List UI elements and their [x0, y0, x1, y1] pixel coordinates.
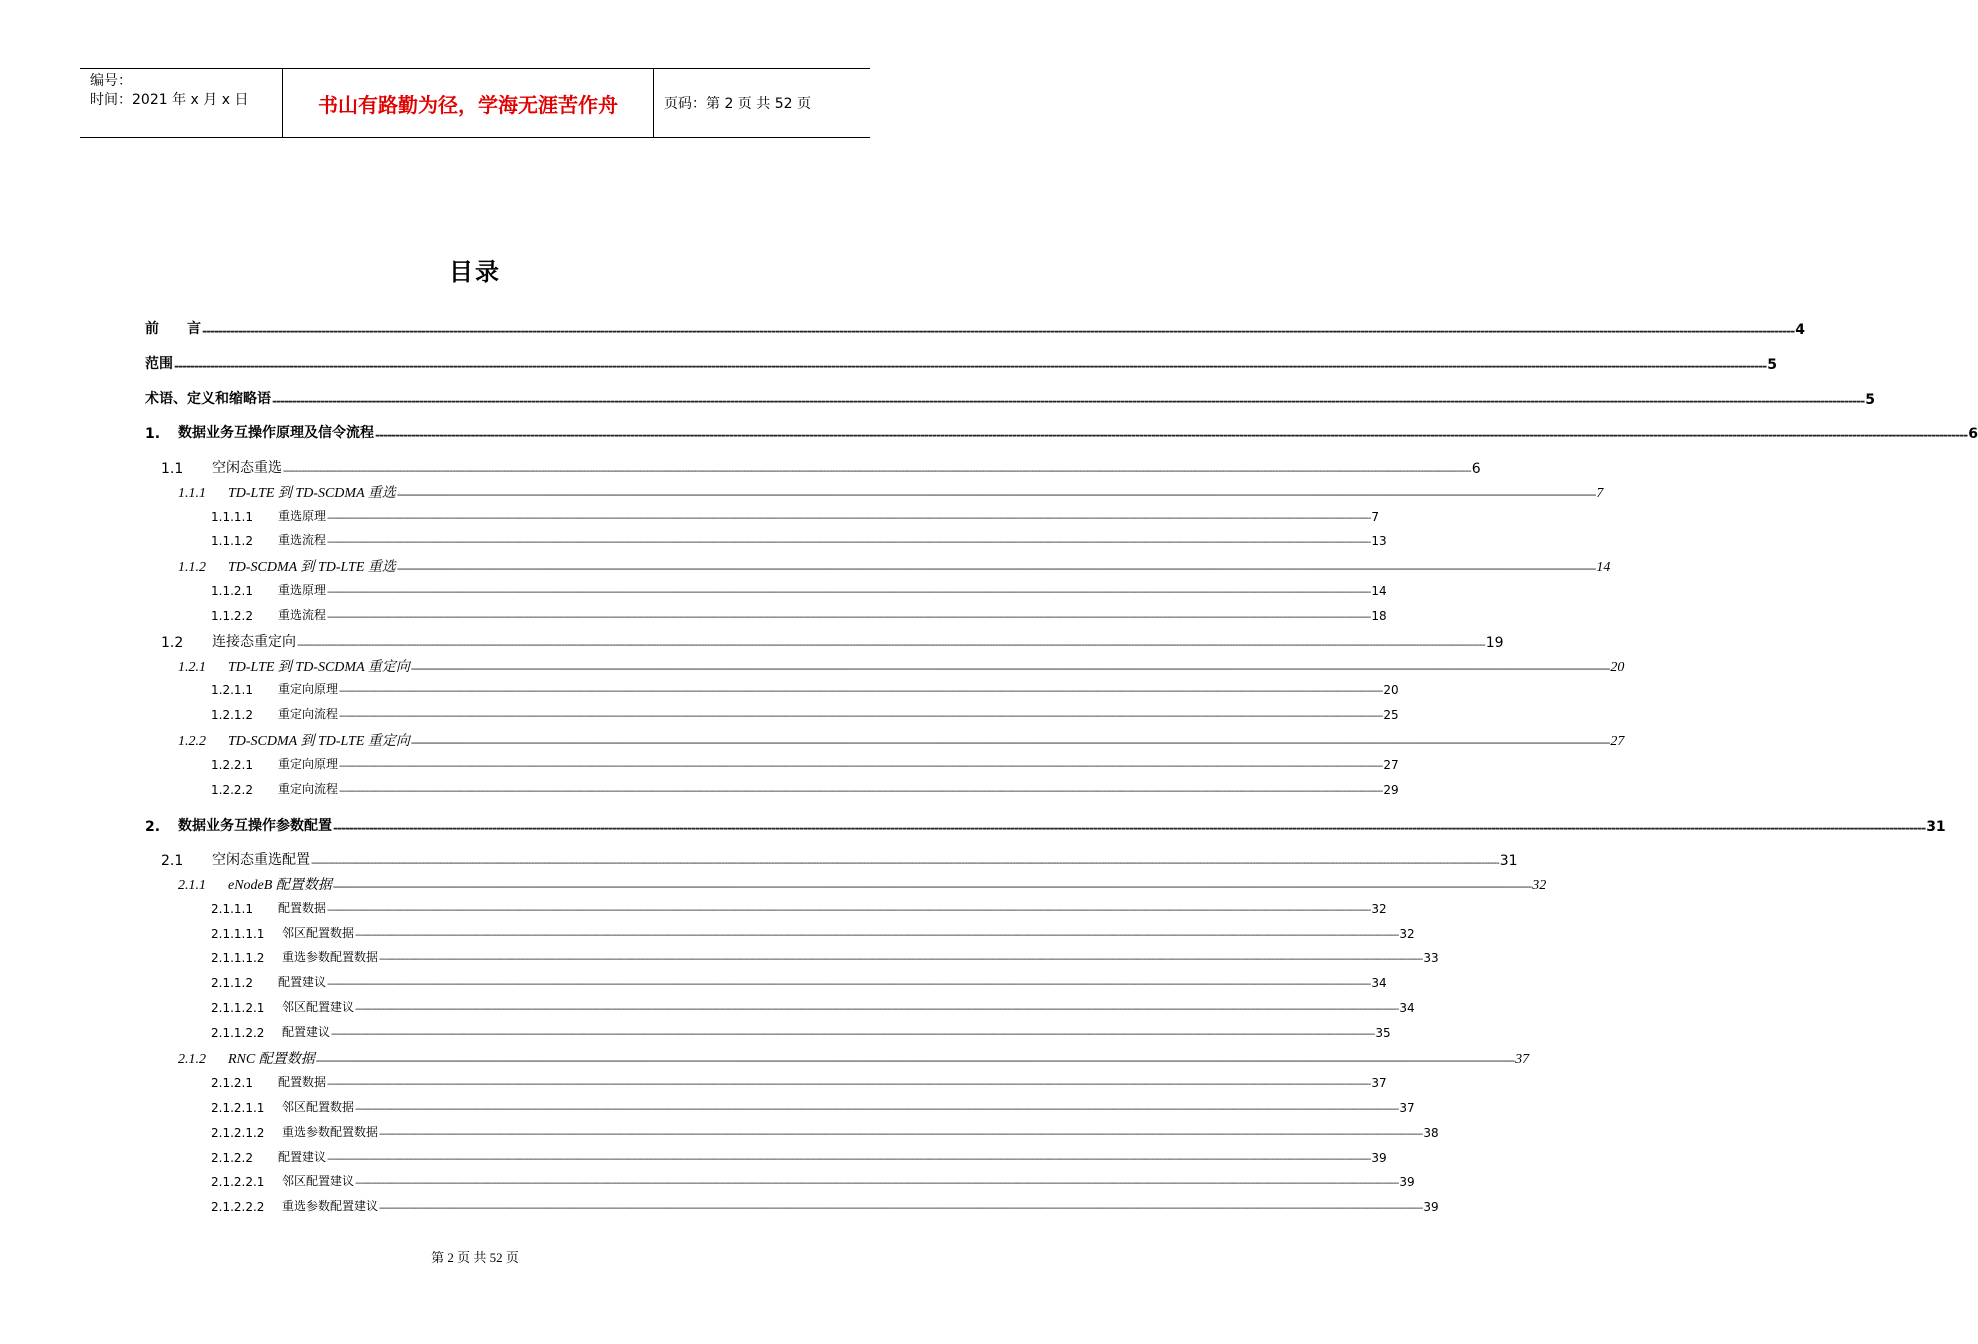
toc-entry-page: 32	[1399, 927, 1415, 941]
toc-entry-page: 13	[1371, 534, 1387, 548]
toc-entry-number: 2.1.2.2.1	[211, 1175, 265, 1189]
toc-entry-page: 6	[1471, 461, 1481, 477]
toc-entry-page: 31	[1926, 819, 1946, 835]
toc-entry-number: 2.1.1.2.1	[211, 1001, 265, 1015]
toc-entry-number: 2.1.2.2	[211, 1151, 253, 1165]
toc-entry-number: 1.	[145, 426, 161, 442]
toc-entry-label: 邻区配置数据	[282, 926, 355, 940]
toc-entry-number: 2.	[145, 819, 161, 835]
toc-entry-page: 32	[1532, 878, 1547, 893]
toc-entry-label: 数据业务互操作原理及信令流程	[178, 425, 374, 441]
toc-entry-label: 重选流程	[278, 608, 327, 622]
toc-entry-label: 配置数据	[278, 1075, 327, 1089]
toc-entry-label: 配置建议	[282, 1025, 331, 1039]
toc-entry[interactable]	[145, 318, 1805, 338]
document-time: 时间：2021 年 x 月 x 日	[90, 92, 249, 108]
toc-entry-page: 25	[1383, 708, 1399, 722]
toc-entry-number: 1.1.2	[178, 560, 206, 575]
toc-entry-label: 重选参数配置数据	[282, 950, 379, 964]
toc-entry-page: 7	[1596, 486, 1604, 501]
toc-entry-number: 2.1.2.2.2	[211, 1200, 265, 1214]
toc-entry-page: 32	[1371, 902, 1387, 916]
toc-entry[interactable]	[145, 1148, 1387, 1165]
toc-entry-number: 2.1.1.1	[211, 902, 253, 916]
page-footer: 第 2 页 共 52 页	[431, 1250, 519, 1265]
toc-entry-number: 范围	[145, 356, 173, 372]
toc-entry-number: 1.2	[161, 635, 184, 651]
toc-leader-dots: ----------------------------------------------------------------------------------------------------------------------------------------------------------------------------------------------------------------------------------------------------------------------------------------------------------------------------------------------------------------------------------------------------------------	[333, 821, 1926, 835]
toc-entry-number: 2.1.2.1.1	[211, 1101, 265, 1115]
toc-entry[interactable]	[145, 755, 1399, 772]
toc-entry-label: 邻区配置建议	[282, 1000, 355, 1014]
toc-leader-dots: ----------------------------------------------------------------------------------------------------------------------------------------------------------------------------------------------------------------------------------------------------------------------------------------------------------------------------------------------------------------------------------------------------------------	[375, 428, 1968, 442]
toc-leader-dots: ----------------------------------------------------------------------------------------------------------------------------------------------------------------------------------------------------------------------------------------------------------------------------------------------------------------------------------------------------------------------------------------------------------------	[327, 1154, 1371, 1165]
toc-entry-label: 数据业务互操作参数配置	[178, 818, 332, 834]
toc-entry-label: 重定向原理	[278, 757, 339, 771]
toc-entry[interactable]	[145, 457, 1481, 477]
toc-entry-label: 配置数据	[278, 901, 327, 915]
toc-entry[interactable]	[145, 1073, 1387, 1090]
toc-entry-page: 39	[1399, 1175, 1415, 1189]
toc-entry-page: 27	[1610, 734, 1625, 749]
header-page-info: 页码：第 2 页 共 52 页	[664, 96, 811, 112]
toc-leader-dots: ----------------------------------------------------------------------------------------------------------------------------------------------------------------------------------------------------------------------------------------------------------------------------------------------------------------------------------------------------------------------------------------------------------------	[410, 661, 1610, 675]
toc-entry[interactable]	[145, 924, 1415, 941]
toc-entry-label: 空闲态重选	[212, 460, 282, 476]
toc-entry-number: 1.1.2.2	[211, 609, 253, 623]
toc-entry-label: 连接态重定向	[212, 634, 296, 650]
toc-entry-page: 34	[1399, 1001, 1415, 1015]
toc-entry-page: 35	[1375, 1026, 1391, 1040]
toc-leader-dots: ----------------------------------------------------------------------------------------------------------------------------------------------------------------------------------------------------------------------------------------------------------------------------------------------------------------------------------------------------------------------------------------------------------------	[297, 638, 1485, 651]
toc-entry[interactable]	[145, 1023, 1391, 1040]
toc-entry[interactable]	[145, 948, 1439, 965]
toc-leader-dots: ----------------------------------------------------------------------------------------------------------------------------------------------------------------------------------------------------------------------------------------------------------------------------------------------------------------------------------------------------------------------------------------------------------------	[327, 537, 1371, 548]
toc-entry-page: 31	[1499, 853, 1518, 869]
toc-leader-dots: ----------------------------------------------------------------------------------------------------------------------------------------------------------------------------------------------------------------------------------------------------------------------------------------------------------------------------------------------------------------------------------------------------------------	[355, 1004, 1399, 1015]
toc-entry[interactable]	[145, 656, 1625, 676]
toc-entry-number: 1.2.1.1	[211, 683, 253, 697]
toc-entry-number: 1.2.1	[178, 660, 206, 675]
toc-entry[interactable]	[145, 849, 1518, 869]
toc-entry[interactable]	[145, 730, 1625, 750]
toc-entry-label: 空闲态重选配置	[212, 852, 310, 868]
toc-entry-label: 配置建议	[278, 975, 327, 989]
toc-leader-dots: ----------------------------------------------------------------------------------------------------------------------------------------------------------------------------------------------------------------------------------------------------------------------------------------------------------------------------------------------------------------------------------------------------------------	[410, 735, 1610, 749]
toc-entry[interactable]	[145, 1098, 1415, 1115]
toc-entry-number: 2.1.2.1	[211, 1076, 253, 1090]
toc-entry-number: 2.1.1.1.1	[211, 927, 265, 941]
toc-entry-label: RNC 配置数据	[228, 1052, 315, 1067]
toc-leader-dots: ----------------------------------------------------------------------------------------------------------------------------------------------------------------------------------------------------------------------------------------------------------------------------------------------------------------------------------------------------------------------------------------------------------------	[355, 1104, 1399, 1115]
toc-leader-dots: ----------------------------------------------------------------------------------------------------------------------------------------------------------------------------------------------------------------------------------------------------------------------------------------------------------------------------------------------------------------------------------------------------------------	[379, 954, 1423, 965]
toc-entry-page: 7	[1371, 510, 1380, 524]
toc-entry[interactable]	[145, 507, 1380, 524]
toc-leader-dots: ----------------------------------------------------------------------------------------------------------------------------------------------------------------------------------------------------------------------------------------------------------------------------------------------------------------------------------------------------------------------------------------------------------------	[327, 587, 1371, 598]
toc-entry[interactable]	[145, 998, 1415, 1015]
toc-entry-page: 20	[1610, 660, 1625, 675]
toc-entry-label: TD-LTE 到 TD-SCDMA 重定向	[228, 660, 410, 675]
toc-entry[interactable]	[145, 631, 1504, 651]
toc-entry-page: 39	[1371, 1151, 1387, 1165]
toc-entry-label: TD-SCDMA 到 TD-LTE 重定向	[228, 734, 410, 749]
toc-entry-number: 1.2.2	[178, 734, 206, 749]
toc-entry[interactable]	[145, 556, 1611, 576]
page-header	[80, 68, 870, 138]
toc-entry-label: 重选参数配置建议	[282, 1199, 379, 1213]
toc-leader-dots: ----------------------------------------------------------------------------------------------------------------------------------------------------------------------------------------------------------------------------------------------------------------------------------------------------------------------------------------------------------------------------------------------------------------	[174, 359, 1767, 373]
toc-entry-label: 邻区配置建议	[282, 1174, 355, 1188]
toc-entry[interactable]	[145, 482, 1604, 502]
toc-entry-number: 1.2.1.2	[211, 708, 253, 722]
toc-entry-label: 重定向原理	[278, 682, 339, 696]
toc-leader-dots: ----------------------------------------------------------------------------------------------------------------------------------------------------------------------------------------------------------------------------------------------------------------------------------------------------------------------------------------------------------------------------------------------------------------	[327, 612, 1371, 623]
toc-entry-number: 2.1.2.1.2	[211, 1126, 265, 1140]
toc-entry[interactable]	[145, 353, 1777, 373]
toc-entry[interactable]	[145, 780, 1399, 797]
toc-entry[interactable]	[145, 531, 1387, 548]
toc-entry-label: 重定向流程	[278, 707, 339, 721]
toc-entry-page: 38	[1423, 1126, 1439, 1140]
toc-entry-label: 重选原理	[278, 583, 327, 597]
toc-entry-number: 2.1	[161, 853, 184, 869]
toc-entry-number: 1.1.1.2	[211, 534, 253, 548]
toc-leader-dots: ----------------------------------------------------------------------------------------------------------------------------------------------------------------------------------------------------------------------------------------------------------------------------------------------------------------------------------------------------------------------------------------------------------------	[396, 561, 1596, 575]
toc-entry[interactable]	[145, 815, 1946, 835]
toc-entry-label: 重选原理	[278, 509, 327, 523]
toc-leader-dots: ----------------------------------------------------------------------------------------------------------------------------------------------------------------------------------------------------------------------------------------------------------------------------------------------------------------------------------------------------------------------------------------------------------------	[355, 1178, 1399, 1189]
toc-entry-page: 14	[1371, 584, 1387, 598]
toc-entry[interactable]	[145, 899, 1387, 916]
toc-leader-dots: ----------------------------------------------------------------------------------------------------------------------------------------------------------------------------------------------------------------------------------------------------------------------------------------------------------------------------------------------------------------------------------------------------------------	[339, 711, 1383, 722]
toc-leader-dots: ----------------------------------------------------------------------------------------------------------------------------------------------------------------------------------------------------------------------------------------------------------------------------------------------------------------------------------------------------------------------------------------------------------------	[202, 324, 1795, 338]
toc-entry-number: 2.1.1.2.2	[211, 1026, 265, 1040]
toc-entry[interactable]	[145, 1048, 1530, 1068]
toc-leader-dots: ----------------------------------------------------------------------------------------------------------------------------------------------------------------------------------------------------------------------------------------------------------------------------------------------------------------------------------------------------------------------------------------------------------------	[327, 1079, 1371, 1090]
toc-entry-page: 14	[1596, 560, 1611, 575]
toc-entry[interactable]	[145, 874, 1547, 894]
toc-entry-page: 18	[1371, 609, 1387, 623]
toc-entry[interactable]	[145, 973, 1387, 990]
toc-entry-number: 1.1.2.1	[211, 584, 253, 598]
toc-entry-number: 术语、定义和缩略语	[145, 391, 271, 407]
toc-leader-dots: ----------------------------------------------------------------------------------------------------------------------------------------------------------------------------------------------------------------------------------------------------------------------------------------------------------------------------------------------------------------------------------------------------------------	[396, 487, 1596, 501]
toc-entry-number: 2.1.2	[178, 1052, 206, 1067]
toc-leader-dots: ----------------------------------------------------------------------------------------------------------------------------------------------------------------------------------------------------------------------------------------------------------------------------------------------------------------------------------------------------------------------------------------------------------------	[327, 905, 1371, 916]
toc-entry-page: 20	[1383, 683, 1399, 697]
toc-entry-page: 37	[1515, 1052, 1530, 1067]
toc-entry-label: 邻区配置数据	[282, 1100, 355, 1114]
toc-entry-number: 2.1.1	[178, 878, 206, 893]
toc-leader-dots: ----------------------------------------------------------------------------------------------------------------------------------------------------------------------------------------------------------------------------------------------------------------------------------------------------------------------------------------------------------------------------------------------------------------	[339, 761, 1383, 772]
toc-entry-number: 2.1.1.1.2	[211, 951, 265, 965]
toc-entry-page: 39	[1423, 1200, 1439, 1214]
toc-entry-number: 1.2.2.1	[211, 758, 253, 772]
toc-leader-dots: ----------------------------------------------------------------------------------------------------------------------------------------------------------------------------------------------------------------------------------------------------------------------------------------------------------------------------------------------------------------------------------------------------------------	[311, 856, 1499, 869]
toc-entry[interactable]	[145, 705, 1399, 722]
toc-leader-dots: ----------------------------------------------------------------------------------------------------------------------------------------------------------------------------------------------------------------------------------------------------------------------------------------------------------------------------------------------------------------------------------------------------------------	[315, 1053, 1515, 1067]
toc-leader-dots: ----------------------------------------------------------------------------------------------------------------------------------------------------------------------------------------------------------------------------------------------------------------------------------------------------------------------------------------------------------------------------------------------------------------	[332, 879, 1532, 893]
toc-entry-page: 29	[1383, 783, 1399, 797]
header-motto: 书山有路勤为径，学海无涯苦作舟	[282, 69, 654, 137]
toc-entry-number: 1.1.1	[178, 486, 206, 501]
toc-entry-number: 前 言	[145, 321, 201, 337]
toc-leader-dots: ----------------------------------------------------------------------------------------------------------------------------------------------------------------------------------------------------------------------------------------------------------------------------------------------------------------------------------------------------------------------------------------------------------------	[327, 513, 1371, 524]
toc-entry[interactable]	[145, 581, 1387, 598]
toc-entry-page: 19	[1485, 635, 1504, 651]
toc-entry[interactable]	[145, 422, 1978, 442]
toc-entry[interactable]	[145, 1197, 1439, 1214]
toc-entry-label: TD-SCDMA 到 TD-LTE 重选	[228, 560, 396, 575]
page-title: 目录	[449, 258, 501, 286]
toc-entry-number: 1.2.2.2	[211, 783, 253, 797]
toc-entry[interactable]	[145, 388, 1875, 408]
toc-leader-dots: ----------------------------------------------------------------------------------------------------------------------------------------------------------------------------------------------------------------------------------------------------------------------------------------------------------------------------------------------------------------------------------------------------------------	[272, 394, 1865, 408]
toc-leader-dots: ----------------------------------------------------------------------------------------------------------------------------------------------------------------------------------------------------------------------------------------------------------------------------------------------------------------------------------------------------------------------------------------------------------------	[283, 464, 1471, 477]
toc-entry[interactable]	[145, 606, 1387, 623]
document-number: 编号：	[90, 73, 132, 89]
toc-entry-page: 34	[1371, 976, 1387, 990]
header-meta	[80, 69, 282, 137]
toc-entry[interactable]	[145, 1172, 1415, 1189]
toc-entry-label: 重选参数配置数据	[282, 1125, 379, 1139]
toc-entry-page: 37	[1371, 1076, 1387, 1090]
toc-entry-page: 6	[1968, 426, 1978, 442]
toc-leader-dots: ----------------------------------------------------------------------------------------------------------------------------------------------------------------------------------------------------------------------------------------------------------------------------------------------------------------------------------------------------------------------------------------------------------------	[327, 979, 1371, 990]
toc-entry-label: 配置建议	[278, 1150, 327, 1164]
toc-entry-page: 27	[1383, 758, 1399, 772]
toc-leader-dots: ----------------------------------------------------------------------------------------------------------------------------------------------------------------------------------------------------------------------------------------------------------------------------------------------------------------------------------------------------------------------------------------------------------------	[339, 686, 1383, 697]
toc-entry-number: 2.1.1.2	[211, 976, 253, 990]
toc-entry-label: eNodeB 配置数据	[228, 878, 332, 893]
toc-leader-dots: ----------------------------------------------------------------------------------------------------------------------------------------------------------------------------------------------------------------------------------------------------------------------------------------------------------------------------------------------------------------------------------------------------------------	[379, 1203, 1423, 1214]
toc-entry[interactable]	[145, 1123, 1439, 1140]
toc-entry-label: 重选流程	[278, 533, 327, 547]
toc-entry-page: 33	[1423, 951, 1439, 965]
toc-leader-dots: ----------------------------------------------------------------------------------------------------------------------------------------------------------------------------------------------------------------------------------------------------------------------------------------------------------------------------------------------------------------------------------------------------------------	[379, 1129, 1423, 1140]
toc-entry-number: 1.1.1.1	[211, 510, 253, 524]
toc-entry-page: 37	[1399, 1101, 1415, 1115]
toc-leader-dots: ----------------------------------------------------------------------------------------------------------------------------------------------------------------------------------------------------------------------------------------------------------------------------------------------------------------------------------------------------------------------------------------------------------------	[355, 930, 1399, 941]
toc-entry[interactable]	[145, 680, 1399, 697]
toc-leader-dots: ----------------------------------------------------------------------------------------------------------------------------------------------------------------------------------------------------------------------------------------------------------------------------------------------------------------------------------------------------------------------------------------------------------------	[331, 1029, 1375, 1040]
toc-leader-dots: ----------------------------------------------------------------------------------------------------------------------------------------------------------------------------------------------------------------------------------------------------------------------------------------------------------------------------------------------------------------------------------------------------------------	[339, 786, 1383, 797]
toc-entry-label: TD-LTE 到 TD-SCDMA 重选	[228, 486, 396, 501]
toc-entry-label: 重定向流程	[278, 782, 339, 796]
toc-entry-page: 5	[1767, 357, 1777, 373]
toc-entry-page: 5	[1865, 392, 1875, 408]
toc-entry-number: 1.1	[161, 461, 184, 477]
toc-entry-page: 4	[1795, 322, 1805, 338]
